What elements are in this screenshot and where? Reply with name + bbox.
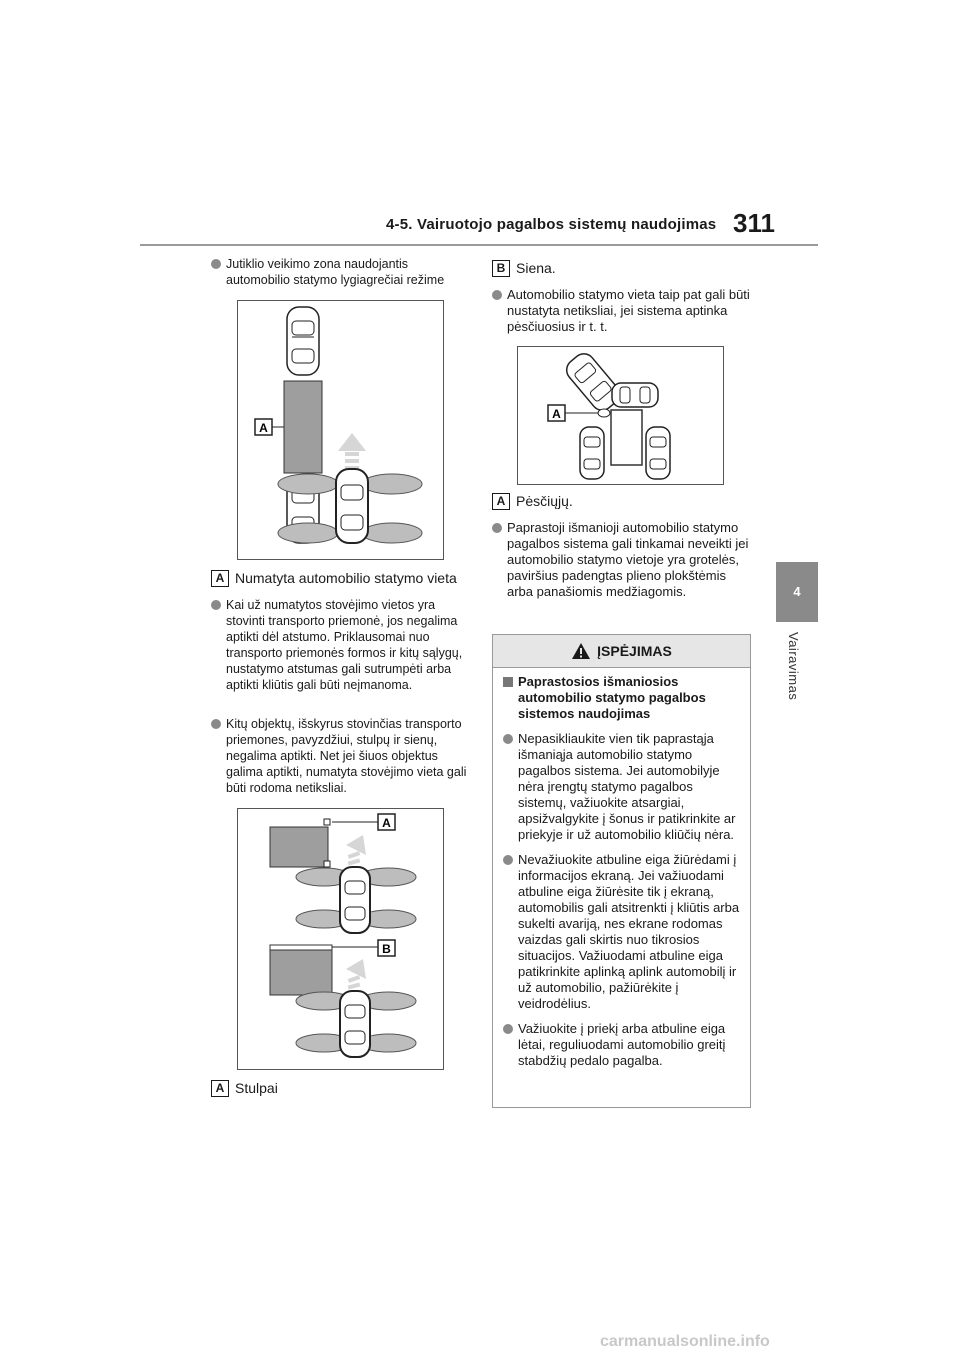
detected-area xyxy=(611,410,642,465)
bullet-icon xyxy=(503,855,513,865)
warning-box xyxy=(492,634,751,1108)
chapter-title: Vairavimas xyxy=(786,632,801,701)
pillar-marker-top xyxy=(324,819,330,825)
caption-pillars: A Stulpai xyxy=(211,1079,411,1097)
bullet-icon xyxy=(492,523,502,533)
warning-title: ĮSPĖJIMAS xyxy=(597,643,672,659)
warning-triangle-icon xyxy=(571,642,591,660)
car-left xyxy=(580,427,604,479)
obstacle-block-top xyxy=(270,827,328,867)
pedestrian-icon xyxy=(598,409,610,417)
pedestrians-diagram xyxy=(518,347,723,484)
caption2-label-box: A xyxy=(211,1080,229,1097)
obstacle-wall xyxy=(270,949,332,995)
own-car xyxy=(336,469,368,543)
warning-subhead: Paprastosios išmaniosios automobilio statymo pagalbos sistemos naudojimas xyxy=(503,674,740,722)
direction-arrow xyxy=(338,433,366,470)
car-right xyxy=(646,427,670,479)
bullet-vehicle-distance: Kai už numatytos stovėjimo vietos yra stovinti transporto priemonė, jos negalima aptikti dėl atstumo. Priklausomai nuo transporto priemonės formos ir kitų sąlygų, nustatymo atstumas gali sutrumpėti arba aptikti kliūtis gali būti neįmanoma. xyxy=(211,597,467,693)
fig2-label-b: B xyxy=(382,942,391,956)
bullet-icon xyxy=(211,259,221,269)
caption1-label-box: A xyxy=(211,570,229,587)
bullet-pedestrians: Automobilio statymo vieta taip pat gali būti nustatyta netiksliai, jei sistema aptinka pėsčiuosius ir t. t. xyxy=(492,287,754,335)
bullet-other-objects: Kitų objektų, išskyrus stovinčias transporto priemones, pavyzdžiui, stulpų ir sienų, negalima aptikti. Net jei šiuos objektus galima aptikti, numatyta stovėjimo vieta gali būti rodoma netiksliai. xyxy=(211,716,467,796)
watermark-text: carmanualsonline.info xyxy=(600,1333,770,1350)
bullet-icon xyxy=(492,290,502,300)
bullet-icon xyxy=(211,600,221,610)
pillars-walls-diagram xyxy=(238,809,443,1069)
warning-item: Nepasikliaukite vien tik paprastąja išmaniąja automobilio statymo pagalbos sistema. Jei automobilyje nėra įrengtų statymo pagalbos sistemų, važiuokite atsargiai, apsižvalgykite į šonus ir patikrinkite ar priekyje ir už automobilio kliūčių nėra. xyxy=(503,731,740,843)
figure-pedestrians xyxy=(517,346,724,485)
caption4-label-box: A xyxy=(492,493,510,510)
parked-car-top xyxy=(287,307,319,375)
fig1-label-a: A xyxy=(259,421,268,435)
bullet-grating: Paprastoji išmanioji automobilio statymo pagalbos sistema gali tinkamai neveikti jei automobilio statymo vietoje yra grotelės, paviršius padengtas plieno plokštėmis arba panašiomis medžiagomis. xyxy=(492,520,754,600)
bullet-icon xyxy=(503,734,513,744)
own-car-top xyxy=(340,867,370,933)
bullet-sensor-zone: Jutiklio veikimo zona naudojantis automobilio statymo lygiagrečiai režime xyxy=(211,256,461,288)
car-horizontal xyxy=(612,383,658,407)
figure-parallel-parking xyxy=(237,300,444,560)
section-title: 4-5. Vairuotojo pagalbos sistemų naudojimas xyxy=(386,216,717,233)
fig2-label-a: A xyxy=(382,816,391,830)
page-number: 311 xyxy=(733,208,775,238)
bullet-icon xyxy=(503,1024,513,1034)
chapter-tab: 4 xyxy=(776,562,818,622)
warning-header xyxy=(493,635,750,668)
own-car-bottom xyxy=(340,991,370,1057)
caption-wall: B Siena. xyxy=(492,259,692,277)
fig3-label-a: A xyxy=(552,407,561,421)
caption3-label-box: B xyxy=(492,260,510,277)
warning-item: Nevažiuokite atbuline eiga žiūrėdami į informacijos ekraną. Jei važiuodami atbuline eiga žiūrėsite tik į ekraną, automobilis gali atsitrenkti į kliūtis arba sukelti avariją, nes ekrane rodomas vaizdas gali skirtis nuo tikrosios situacijos. Važiuodami atbuline eiga patikrinkite aplinką aplink automobilį ir už automobilio, pažiūrėkite į veidrodėlius. xyxy=(503,852,740,1012)
caption-pedestrians: A Pėsčiųjų. xyxy=(492,492,692,510)
header-divider xyxy=(140,244,818,246)
caption-target-area: A Numatyta automobilio statymo vieta xyxy=(211,569,471,587)
bullet-icon xyxy=(211,719,221,729)
square-bullet-icon xyxy=(503,677,513,687)
warning-item: Važiuokite į priekį arba atbuline eiga lėtai, reguliuodami automobilio greitį stabdžių pedalo pagalba. xyxy=(503,1021,740,1069)
parallel-parking-diagram xyxy=(238,301,443,559)
figure-pillars-walls xyxy=(237,808,444,1070)
target-parking-area xyxy=(284,381,322,473)
